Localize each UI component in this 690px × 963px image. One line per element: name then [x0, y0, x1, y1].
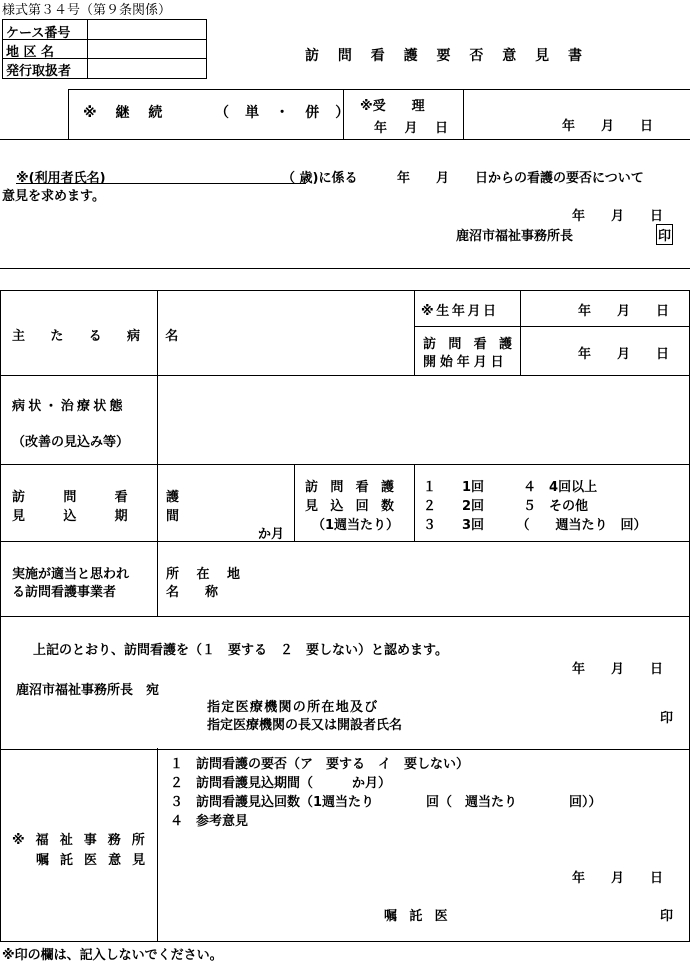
welfare-item: ４ 参考意見: [170, 814, 249, 829]
opinion-date: 年 月 日: [572, 662, 664, 677]
footer-note: ※印の欄は、記入しないでください。: [2, 948, 223, 963]
issuer-field[interactable]: [89, 59, 205, 76]
institution-head-label: 指定医療機関の長又は開設者氏名: [207, 718, 403, 733]
visit-start-value[interactable]: 年 月 日: [578, 347, 670, 362]
district-field[interactable]: [89, 40, 205, 57]
request-text: 意見を求めます。: [2, 189, 105, 204]
doctor-seal: 印: [660, 909, 674, 924]
frequency-option[interactable]: １ 1回 ４ 4回以上: [423, 480, 598, 495]
birthdate-label: ※生年月日: [421, 304, 499, 319]
provider-name-label: 名 称: [166, 585, 219, 600]
welfare-item: ２ 訪問看護見込期間（ か月）: [170, 776, 392, 791]
received-date[interactable]: 年 月 日: [562, 119, 654, 134]
period-label: 訪 問 看 護: [12, 490, 196, 505]
condition-sublabel: （改善の見込み等）: [12, 435, 130, 450]
frequency-label-3: （1週当たり）: [312, 518, 400, 533]
period-label-2: 見 込 期 間: [12, 509, 196, 524]
received-date-label: 年 月 日: [374, 121, 455, 136]
single-joint-label: （ 単 ・ 併 ）: [215, 105, 355, 121]
age-label: （ 歳)に係る: [282, 171, 358, 186]
provider-label-2: る訪問看護事業者: [12, 585, 117, 600]
opinion-seal: 印: [660, 711, 674, 726]
opinion-text: 上記のとおり、訪問看護を（１ 要する ２ 要しない）と認めます。: [33, 643, 448, 658]
frequency-label: 訪 問 看 護: [305, 480, 398, 495]
frequency-label-2: 見 込 回 数: [305, 499, 398, 514]
condition-field[interactable]: [160, 378, 688, 462]
main-disease-label: 主 た る 病 名: [12, 329, 189, 344]
doctor-label: 嘱 託 医: [384, 909, 452, 924]
document-title: 訪 問 看 護 要 否 意 見 書: [305, 48, 589, 64]
provider-address-label: 所 在 地: [166, 567, 247, 582]
info-table: [2, 19, 207, 79]
issuer-label: 発行取扱者: [6, 64, 72, 79]
institution-address-label: 指定医療機関の所在地及び: [207, 700, 379, 715]
birthdate-value[interactable]: 年 月 日: [578, 304, 670, 319]
period-unit: か月: [258, 527, 285, 542]
reference-opinion-field[interactable]: [160, 830, 688, 866]
welfare-item: ３ 訪問看護見込回数（1週当たり 回（ 週当たり 回））: [170, 795, 602, 810]
form-number: 様式第３４号（第９条関係）: [2, 3, 172, 18]
provider-address-field[interactable]: [240, 560, 685, 578]
provider-name-field[interactable]: [240, 579, 685, 597]
condition-label: 病状・治療状態: [12, 399, 126, 414]
visit-start-label-2: 開始年月日: [423, 355, 508, 370]
main-disease-field[interactable]: [160, 293, 412, 373]
user-name-label: ※(利用者氏名): [16, 171, 106, 186]
continuation-label: ※ 継 続: [83, 105, 170, 121]
user-name-field[interactable]: [120, 164, 280, 182]
signer-name: 鹿沼市福祉事務所長: [456, 229, 574, 244]
opinion-addressee: 鹿沼市福祉事務所長 宛: [16, 683, 160, 698]
received-label: ※受 理: [360, 99, 425, 114]
frequency-option[interactable]: ３ 3回 （ 週当たり 回）: [423, 518, 647, 533]
start-date-text: 年 月 日からの看護の要否について: [397, 171, 644, 186]
welfare-date: 年 月 日: [572, 871, 664, 886]
case-number-field[interactable]: [89, 21, 205, 38]
case-number-label: ケース番号: [6, 26, 71, 41]
provider-label: 実施が適当と思われ: [12, 567, 130, 582]
welfare-label: ※ 福 祉 事 務 所: [12, 833, 149, 848]
request-date: 年 月 日: [572, 209, 664, 224]
seal-mark: 印: [656, 224, 673, 245]
frequency-option[interactable]: ２ 2回 ５ その他: [423, 499, 589, 514]
welfare-label-2: 嘱 託 医 意 見: [36, 853, 149, 868]
district-label: 地 区 名: [6, 45, 55, 60]
welfare-item: １ 訪問看護の要否（ア 要する イ 要しない）: [170, 757, 470, 772]
visit-start-label: 訪 問 看 護: [423, 337, 516, 352]
